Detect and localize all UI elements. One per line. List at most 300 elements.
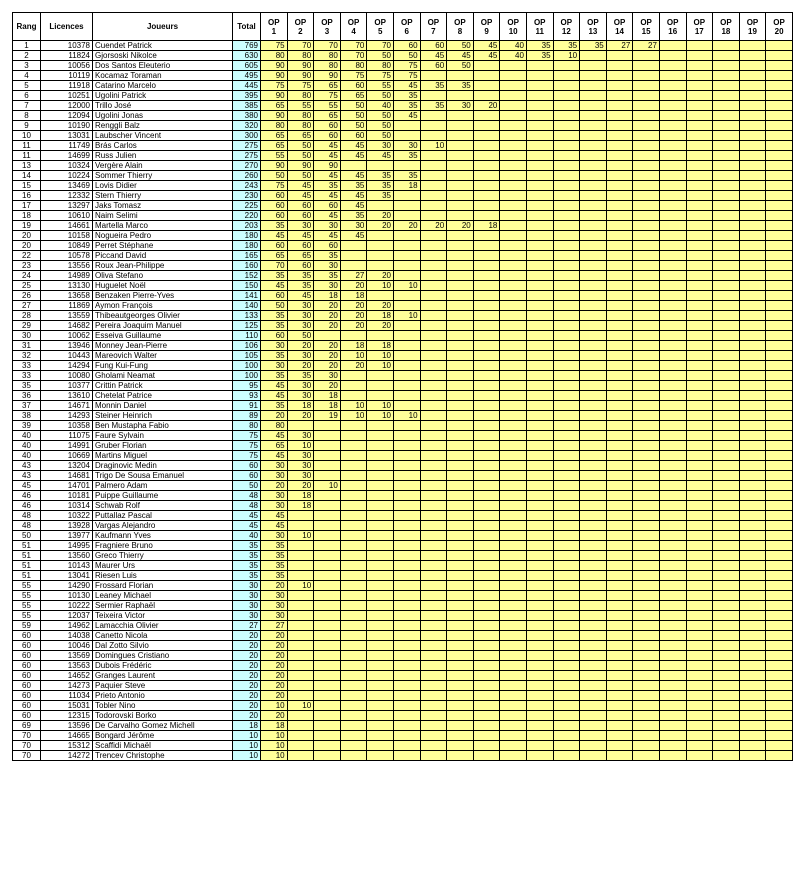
cell-score-op-4 — [340, 621, 367, 631]
cell-score-op-17 — [686, 411, 713, 421]
cell-score-op-11 — [526, 141, 553, 151]
cell-score-op-12 — [553, 271, 580, 281]
cell-score-op-14 — [606, 121, 633, 131]
cell-score-op-15 — [633, 661, 660, 671]
cell-score-op-9 — [473, 411, 500, 421]
cell-joueur: Ugolini Jonas — [93, 111, 233, 121]
cell-score-op-6 — [393, 571, 420, 581]
col-header-op-12: OP 12 — [553, 13, 580, 41]
cell-score-op-12 — [553, 431, 580, 441]
cell-score-op-13 — [580, 371, 607, 381]
cell-licence: 10181 — [41, 491, 93, 501]
cell-score-op-5 — [367, 711, 394, 721]
cell-score-op-15 — [633, 621, 660, 631]
cell-score-op-15 — [633, 531, 660, 541]
cell-score-op-18 — [713, 591, 740, 601]
table-row — [13, 171, 793, 181]
col-header-op-15: OP 15 — [633, 13, 660, 41]
cell-score-op-4: 45 — [340, 141, 367, 151]
cell-score-op-2 — [287, 521, 314, 531]
cell-score-op-13 — [580, 471, 607, 481]
cell-licence: 10062 — [41, 331, 93, 341]
cell-score-op-3 — [314, 611, 341, 621]
cell-score-op-11 — [526, 511, 553, 521]
cell-score-op-1: 20 — [261, 411, 288, 421]
cell-score-op-17 — [686, 181, 713, 191]
cell-score-op-10 — [500, 361, 527, 371]
cell-licence: 13130 — [41, 281, 93, 291]
cell-rang: 40 — [13, 451, 41, 461]
cell-score-op-14 — [606, 321, 633, 331]
cell-score-op-8 — [447, 171, 474, 181]
cell-joueur: Pereira Joaquim Manuel — [93, 321, 233, 331]
cell-score-op-12 — [553, 381, 580, 391]
cell-score-op-20 — [766, 421, 793, 431]
cell-rang: 59 — [13, 621, 41, 631]
cell-score-op-16 — [659, 81, 686, 91]
cell-score-op-3: 18 — [314, 291, 341, 301]
cell-score-op-17 — [686, 131, 713, 141]
cell-score-op-5 — [367, 391, 394, 401]
cell-score-op-15 — [633, 331, 660, 341]
cell-score-op-11 — [526, 671, 553, 681]
cell-score-op-9 — [473, 231, 500, 241]
cell-score-op-1: 65 — [261, 131, 288, 141]
table-row — [13, 651, 793, 661]
cell-score-op-4 — [340, 421, 367, 431]
cell-score-op-14 — [606, 451, 633, 461]
cell-score-op-7 — [420, 151, 447, 161]
cell-score-op-13 — [580, 361, 607, 371]
cell-score-op-12 — [553, 331, 580, 341]
cell-score-op-7 — [420, 681, 447, 691]
table-row — [13, 611, 793, 621]
cell-score-op-4: 10 — [340, 401, 367, 411]
cell-score-op-12 — [553, 341, 580, 351]
cell-score-op-8 — [447, 121, 474, 131]
cell-score-op-18 — [713, 371, 740, 381]
cell-score-op-1: 90 — [261, 111, 288, 121]
table-row — [13, 351, 793, 361]
cell-score-op-1: 65 — [261, 441, 288, 451]
cell-score-op-17 — [686, 171, 713, 181]
cell-score-op-15 — [633, 61, 660, 71]
cell-total: 20 — [233, 671, 261, 681]
cell-joueur: Roux Jean-Philippe — [93, 261, 233, 271]
cell-score-op-7 — [420, 551, 447, 561]
cell-joueur: Esseiva Guillaume — [93, 331, 233, 341]
cell-score-op-16 — [659, 111, 686, 121]
cell-score-op-17 — [686, 191, 713, 201]
cell-score-op-7 — [420, 371, 447, 381]
cell-score-op-6 — [393, 331, 420, 341]
cell-score-op-20 — [766, 731, 793, 741]
cell-score-op-14 — [606, 341, 633, 351]
cell-total: 10 — [233, 751, 261, 761]
cell-score-op-3 — [314, 451, 341, 461]
cell-score-op-14 — [606, 81, 633, 91]
cell-score-op-2: 55 — [287, 101, 314, 111]
cell-score-op-12 — [553, 301, 580, 311]
cell-score-op-10 — [500, 431, 527, 441]
cell-score-op-7 — [420, 431, 447, 441]
cell-total: 220 — [233, 211, 261, 221]
cell-score-op-1: 45 — [261, 431, 288, 441]
cell-total: 40 — [233, 531, 261, 541]
cell-score-op-2: 60 — [287, 201, 314, 211]
cell-score-op-2 — [287, 541, 314, 551]
cell-score-op-19 — [739, 331, 766, 341]
cell-score-op-17 — [686, 561, 713, 571]
cell-score-op-14 — [606, 491, 633, 501]
cell-score-op-18 — [713, 101, 740, 111]
cell-score-op-19 — [739, 491, 766, 501]
cell-score-op-14 — [606, 151, 633, 161]
table-row — [13, 311, 793, 321]
cell-score-op-20 — [766, 471, 793, 481]
table-row — [13, 381, 793, 391]
cell-score-op-5 — [367, 661, 394, 671]
cell-score-op-3: 60 — [314, 241, 341, 251]
cell-score-op-17 — [686, 631, 713, 641]
cell-score-op-1: 90 — [261, 91, 288, 101]
cell-score-op-2: 30 — [287, 381, 314, 391]
cell-score-op-9 — [473, 491, 500, 501]
cell-score-op-18 — [713, 611, 740, 621]
cell-score-op-3: 35 — [314, 271, 341, 281]
cell-score-op-3: 30 — [314, 221, 341, 231]
ranking-table-container — [12, 12, 793, 761]
cell-score-op-9 — [473, 721, 500, 731]
cell-score-op-6 — [393, 741, 420, 751]
cell-score-op-10 — [500, 521, 527, 531]
cell-score-op-13 — [580, 331, 607, 341]
cell-joueur: Fragniere Bruno — [93, 541, 233, 551]
cell-score-op-1: 35 — [261, 371, 288, 381]
cell-score-op-12: 10 — [553, 51, 580, 61]
cell-score-op-7 — [420, 121, 447, 131]
cell-score-op-17 — [686, 331, 713, 341]
cell-total: 60 — [233, 471, 261, 481]
cell-score-op-15 — [633, 361, 660, 371]
cell-score-op-9: 18 — [473, 221, 500, 231]
cell-score-op-1: 80 — [261, 121, 288, 131]
table-row — [13, 201, 793, 211]
cell-score-op-5 — [367, 251, 394, 261]
table-row — [13, 681, 793, 691]
table-row — [13, 161, 793, 171]
cell-total: 445 — [233, 81, 261, 91]
cell-score-op-18 — [713, 261, 740, 271]
cell-score-op-9 — [473, 731, 500, 741]
cell-score-op-1: 60 — [261, 201, 288, 211]
col-header-licences: Licences — [41, 13, 93, 41]
cell-score-op-15 — [633, 231, 660, 241]
cell-score-op-17 — [686, 511, 713, 521]
cell-joueur: Lovis Didier — [93, 181, 233, 191]
cell-score-op-11 — [526, 101, 553, 111]
table-row — [13, 631, 793, 641]
cell-score-op-9 — [473, 321, 500, 331]
cell-score-op-18 — [713, 221, 740, 231]
cell-score-op-20 — [766, 101, 793, 111]
cell-rang: 30 — [13, 331, 41, 341]
cell-score-op-15 — [633, 251, 660, 261]
cell-score-op-19 — [739, 321, 766, 331]
cell-score-op-7 — [420, 521, 447, 531]
cell-score-op-17 — [686, 571, 713, 581]
cell-score-op-19 — [739, 521, 766, 531]
cell-score-op-18 — [713, 271, 740, 281]
cell-score-op-2: 90 — [287, 161, 314, 171]
cell-score-op-3 — [314, 681, 341, 691]
cell-score-op-3 — [314, 531, 341, 541]
cell-score-op-8 — [447, 181, 474, 191]
cell-joueur: Martins Miguel — [93, 451, 233, 461]
cell-score-op-11 — [526, 391, 553, 401]
cell-score-op-15 — [633, 741, 660, 751]
cell-score-op-11 — [526, 331, 553, 341]
cell-score-op-2: 80 — [287, 121, 314, 131]
cell-score-op-5: 55 — [367, 81, 394, 91]
cell-score-op-5: 50 — [367, 51, 394, 61]
cell-score-op-10 — [500, 411, 527, 421]
cell-score-op-4 — [340, 521, 367, 531]
cell-score-op-15 — [633, 291, 660, 301]
cell-score-op-9 — [473, 301, 500, 311]
cell-score-op-10 — [500, 91, 527, 101]
cell-score-op-17 — [686, 481, 713, 491]
cell-score-op-11 — [526, 281, 553, 291]
cell-score-op-3 — [314, 741, 341, 751]
cell-score-op-2 — [287, 671, 314, 681]
cell-score-op-7 — [420, 321, 447, 331]
cell-score-op-3: 45 — [314, 231, 341, 241]
cell-score-op-10 — [500, 331, 527, 341]
cell-score-op-11 — [526, 91, 553, 101]
cell-score-op-5: 20 — [367, 221, 394, 231]
cell-score-op-18 — [713, 721, 740, 731]
cell-score-op-15 — [633, 751, 660, 761]
cell-score-op-15 — [633, 301, 660, 311]
cell-score-op-3 — [314, 441, 341, 451]
cell-score-op-17 — [686, 71, 713, 81]
cell-rang: 8 — [13, 111, 41, 121]
cell-rang: 20 — [13, 241, 41, 251]
cell-score-op-13 — [580, 571, 607, 581]
cell-score-op-4 — [340, 631, 367, 641]
cell-score-op-9 — [473, 591, 500, 601]
cell-score-op-20 — [766, 431, 793, 441]
cell-score-op-16 — [659, 251, 686, 261]
cell-joueur: Gholami Neamat — [93, 371, 233, 381]
cell-score-op-19 — [739, 351, 766, 361]
cell-rang: 60 — [13, 661, 41, 671]
cell-score-op-8 — [447, 471, 474, 481]
cell-score-op-1: 20 — [261, 651, 288, 661]
cell-score-op-7 — [420, 591, 447, 601]
cell-score-op-13 — [580, 711, 607, 721]
cell-rang: 29 — [13, 321, 41, 331]
table-row — [13, 711, 793, 721]
cell-score-op-8 — [447, 361, 474, 371]
cell-score-op-1: 75 — [261, 81, 288, 91]
cell-score-op-17 — [686, 251, 713, 261]
cell-score-op-5 — [367, 561, 394, 571]
cell-score-op-8 — [447, 351, 474, 361]
cell-score-op-8 — [447, 511, 474, 521]
cell-score-op-9 — [473, 291, 500, 301]
cell-total: 300 — [233, 131, 261, 141]
cell-score-op-14 — [606, 211, 633, 221]
cell-score-op-4 — [340, 541, 367, 551]
cell-score-op-4: 50 — [340, 121, 367, 131]
table-row — [13, 211, 793, 221]
cell-score-op-2: 20 — [287, 341, 314, 351]
cell-score-op-8 — [447, 521, 474, 531]
cell-score-op-19 — [739, 221, 766, 231]
cell-score-op-3 — [314, 491, 341, 501]
cell-score-op-8 — [447, 691, 474, 701]
cell-score-op-13 — [580, 631, 607, 641]
cell-score-op-14 — [606, 511, 633, 521]
cell-score-op-9 — [473, 521, 500, 531]
cell-score-op-6 — [393, 491, 420, 501]
cell-total: 769 — [233, 41, 261, 51]
cell-score-op-6: 75 — [393, 71, 420, 81]
cell-score-op-10 — [500, 191, 527, 201]
cell-score-op-10 — [500, 711, 527, 721]
cell-score-op-18 — [713, 661, 740, 671]
cell-score-op-20 — [766, 231, 793, 241]
cell-score-op-5: 20 — [367, 321, 394, 331]
cell-score-op-4 — [340, 161, 367, 171]
cell-score-op-5: 10 — [367, 351, 394, 361]
cell-score-op-4: 70 — [340, 51, 367, 61]
cell-score-op-19 — [739, 341, 766, 351]
cell-score-op-10 — [500, 531, 527, 541]
cell-score-op-2: 30 — [287, 471, 314, 481]
cell-score-op-10 — [500, 701, 527, 711]
cell-licence: 13560 — [41, 551, 93, 561]
cell-score-op-11 — [526, 321, 553, 331]
cell-rang: 36 — [13, 391, 41, 401]
cell-score-op-18 — [713, 331, 740, 341]
cell-score-op-15 — [633, 131, 660, 141]
table-row — [13, 191, 793, 201]
cell-score-op-14 — [606, 181, 633, 191]
cell-score-op-13: 35 — [580, 41, 607, 51]
cell-score-op-20 — [766, 501, 793, 511]
cell-score-op-5 — [367, 521, 394, 531]
cell-score-op-13 — [580, 441, 607, 451]
cell-score-op-17 — [686, 421, 713, 431]
cell-score-op-13 — [580, 341, 607, 351]
cell-score-op-12 — [553, 71, 580, 81]
cell-score-op-3 — [314, 431, 341, 441]
cell-score-op-11 — [526, 631, 553, 641]
cell-joueur: Canetto Nicola — [93, 631, 233, 641]
cell-score-op-20 — [766, 721, 793, 731]
cell-score-op-16 — [659, 151, 686, 161]
cell-score-op-19 — [739, 81, 766, 91]
cell-score-op-11 — [526, 471, 553, 481]
cell-score-op-7 — [420, 601, 447, 611]
cell-total: 20 — [233, 651, 261, 661]
cell-score-op-1: 20 — [261, 581, 288, 591]
cell-score-op-20 — [766, 401, 793, 411]
table-row — [13, 701, 793, 711]
cell-score-op-20 — [766, 461, 793, 471]
cell-score-op-12 — [553, 361, 580, 371]
ranking-table-body — [13, 41, 793, 761]
cell-joueur: Draginovic Medin — [93, 461, 233, 471]
cell-score-op-14 — [606, 201, 633, 211]
cell-total: 160 — [233, 261, 261, 271]
cell-score-op-3: 90 — [314, 161, 341, 171]
cell-total: 30 — [233, 611, 261, 621]
cell-score-op-20 — [766, 741, 793, 751]
cell-score-op-9 — [473, 251, 500, 261]
cell-score-op-3: 30 — [314, 281, 341, 291]
cell-score-op-7: 35 — [420, 101, 447, 111]
cell-score-op-9 — [473, 541, 500, 551]
cell-score-op-7 — [420, 91, 447, 101]
col-header-op-10: OP 10 — [500, 13, 527, 41]
cell-licence: 10358 — [41, 421, 93, 431]
cell-score-op-16 — [659, 541, 686, 551]
cell-score-op-11: 35 — [526, 51, 553, 61]
col-header-rang: Rang — [13, 13, 41, 41]
cell-score-op-12 — [553, 351, 580, 361]
cell-score-op-18 — [713, 41, 740, 51]
cell-score-op-3: 60 — [314, 201, 341, 211]
cell-score-op-14 — [606, 241, 633, 251]
cell-score-op-7 — [420, 421, 447, 431]
cell-score-op-14 — [606, 621, 633, 631]
table-row — [13, 451, 793, 461]
cell-score-op-11 — [526, 581, 553, 591]
cell-score-op-10 — [500, 131, 527, 141]
cell-score-op-7 — [420, 511, 447, 521]
cell-score-op-7 — [420, 541, 447, 551]
cell-score-op-4: 50 — [340, 101, 367, 111]
cell-score-op-5: 35 — [367, 171, 394, 181]
cell-score-op-11 — [526, 71, 553, 81]
cell-score-op-16 — [659, 491, 686, 501]
cell-score-op-14 — [606, 171, 633, 181]
table-row — [13, 321, 793, 331]
table-row — [13, 391, 793, 401]
cell-score-op-19 — [739, 451, 766, 461]
cell-score-op-5 — [367, 601, 394, 611]
cell-score-op-14 — [606, 501, 633, 511]
cell-rang: 55 — [13, 581, 41, 591]
cell-score-op-6 — [393, 471, 420, 481]
cell-total: 141 — [233, 291, 261, 301]
cell-score-op-10 — [500, 541, 527, 551]
cell-score-op-20 — [766, 751, 793, 761]
cell-score-op-9: 45 — [473, 41, 500, 51]
cell-total: 10 — [233, 731, 261, 741]
cell-score-op-16 — [659, 691, 686, 701]
cell-score-op-11 — [526, 221, 553, 231]
cell-licence: 11034 — [41, 691, 93, 701]
cell-score-op-13 — [580, 731, 607, 741]
cell-score-op-13 — [580, 171, 607, 181]
cell-score-op-14 — [606, 731, 633, 741]
cell-score-op-20 — [766, 291, 793, 301]
